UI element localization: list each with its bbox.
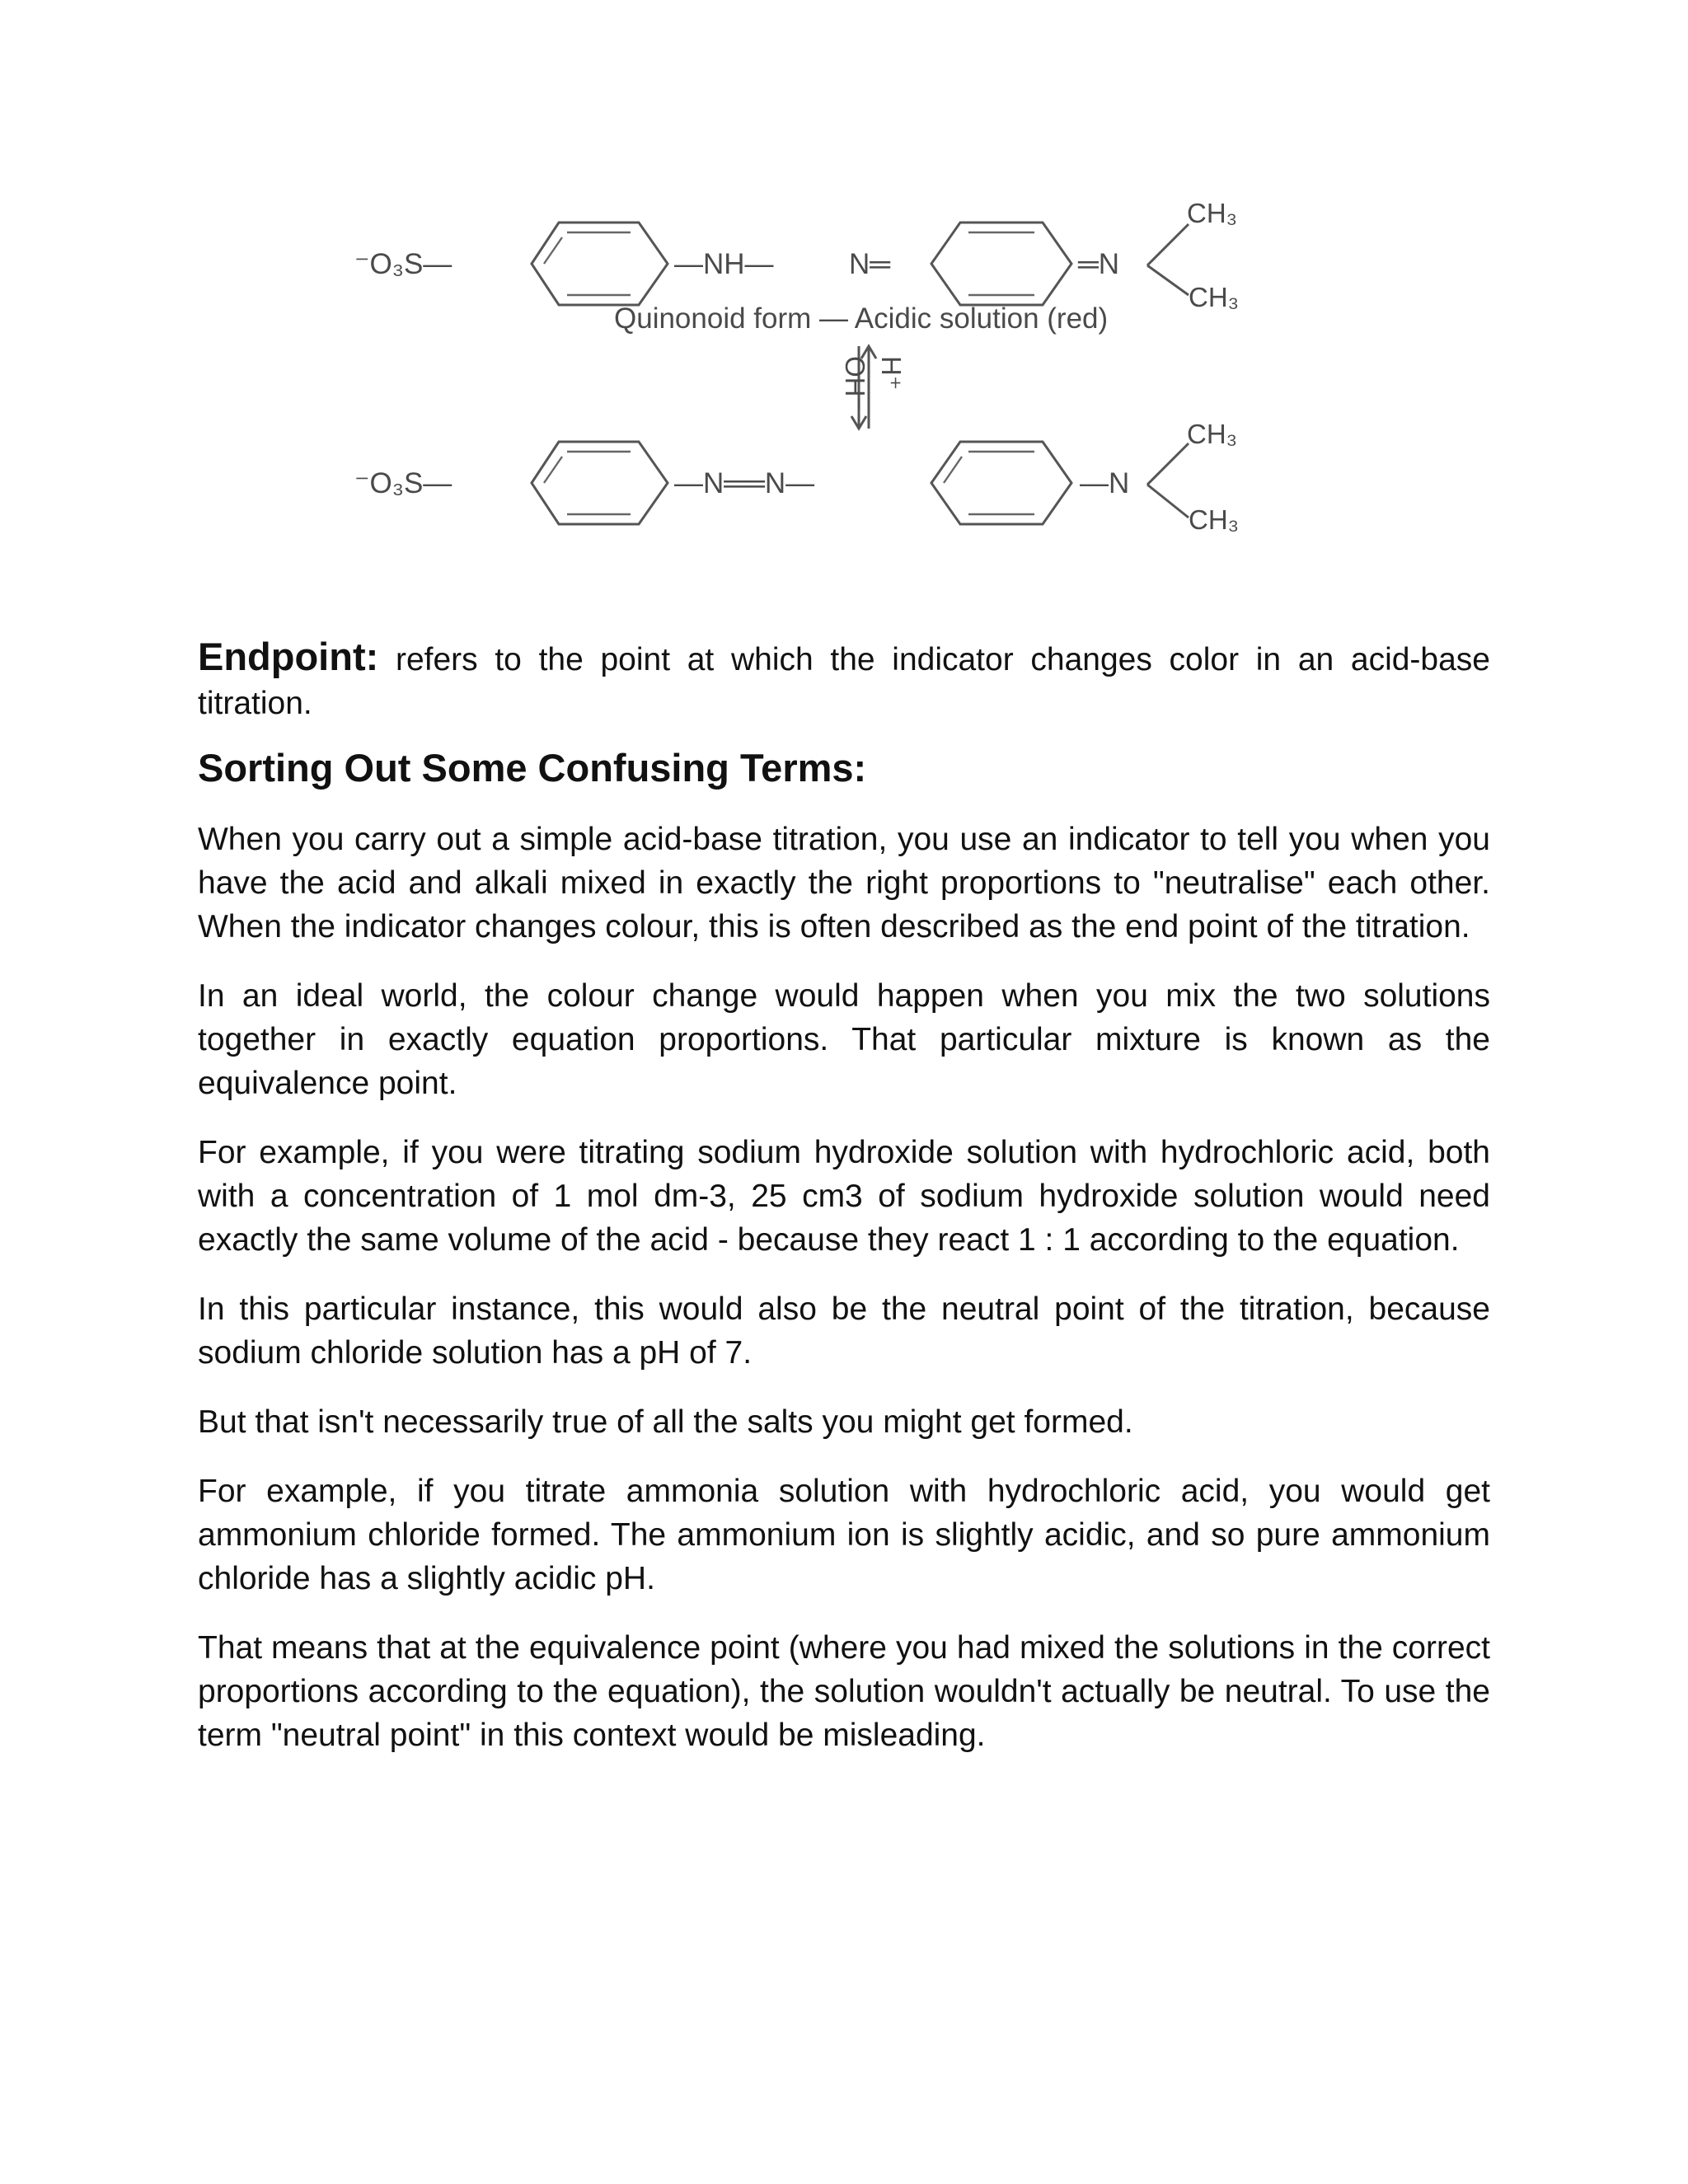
paragraph: When you carry out a simple acid-base titration, you use an indicator to tell you when you have the acid and alkali mixed in exactly the right proportions to "neutralise" each other. When the indicator changes colour, this is often described as the end point of the titration. (198, 822, 1490, 944)
bottom-sulfonate-label: ⁻O₃S— (354, 467, 452, 499)
endpoint-term: Endpoint: (198, 635, 379, 678)
document-body (198, 635, 1490, 1783)
bottom-n-right-label: —N (1080, 467, 1130, 499)
paragraph: For example, if you titrate ammonia solution with hydrochloric acid, you would get ammonium chloride formed. The ammonium ion is slightly acidic, and so pure ammonium chloride has a slightly acidic pH. (198, 1474, 1490, 1596)
figure-caption: Quinonoid form — Acidic solution (red) (614, 302, 1109, 335)
endpoint-definition-text: refers to the point at which the indicator changes color in an acid-base titration. (198, 642, 1490, 721)
chemical-structure-diagram (354, 181, 1319, 544)
equilibrium-label-h: H⁺ (876, 356, 907, 391)
paragraph: In this particular instance, this would also be the neutral point of the titration, because sodium chloride solution has a pH of 7. (198, 1291, 1490, 1371)
paragraph: That means that at the equivalence point (where you had mixed the solutions in the correct proportions according to the equation), the solution wouldn't actually be neutral. To use the term "neutral point" in this context would be misleading. (198, 1630, 1490, 1753)
bottom-n-methyl-bonds (1147, 443, 1189, 518)
top-ch3-upper: CH₃ (1187, 198, 1238, 228)
top-n-double-label: N═ (849, 248, 891, 280)
bottom-benzene-ring-1 (532, 442, 668, 524)
top-sulfonate-label: ⁻O₃S— (354, 248, 452, 280)
bottom-ch3-lower: CH₃ (1189, 504, 1240, 535)
bottom-azo-label: —N══N— (674, 467, 815, 499)
section-heading: Sorting Out Some Confusing Terms: (198, 746, 867, 790)
equilibrium-label-oh: OH⁻ (840, 356, 870, 411)
top-ch3-lower: CH₃ (1189, 282, 1240, 312)
paragraph: But that isn't necessarily true of all the salts you might get formed. (198, 1404, 1133, 1440)
paragraph: In an ideal world, the colour change would happen when you mix the two solutions together in exactly equation proportions. That particular mixture is known as the equivalence point. (198, 978, 1490, 1101)
top-benzene-ring-1 (532, 223, 668, 305)
methyl-orange-structure-figure (354, 181, 1319, 544)
paragraph: For example, if you were titrating sodium hydroxide solution with hydrochloric acid, both with a concentration of 1 mol dm-3, 25 cm3 of sodium hydroxide solution would need exactly the same volume of the acid - because they react 1 : 1 according to the equation. (198, 1135, 1490, 1258)
bottom-benzene-ring-2 (931, 442, 1071, 524)
top-n-methyl-bonds (1147, 224, 1189, 295)
bottom-ch3-upper: CH₃ (1187, 419, 1238, 449)
endpoint-definition (198, 635, 1490, 725)
top-quinonoid-ring (931, 223, 1071, 305)
top-n-right-label: ═N (1078, 248, 1120, 280)
top-nh-label: —NH— (674, 248, 774, 280)
